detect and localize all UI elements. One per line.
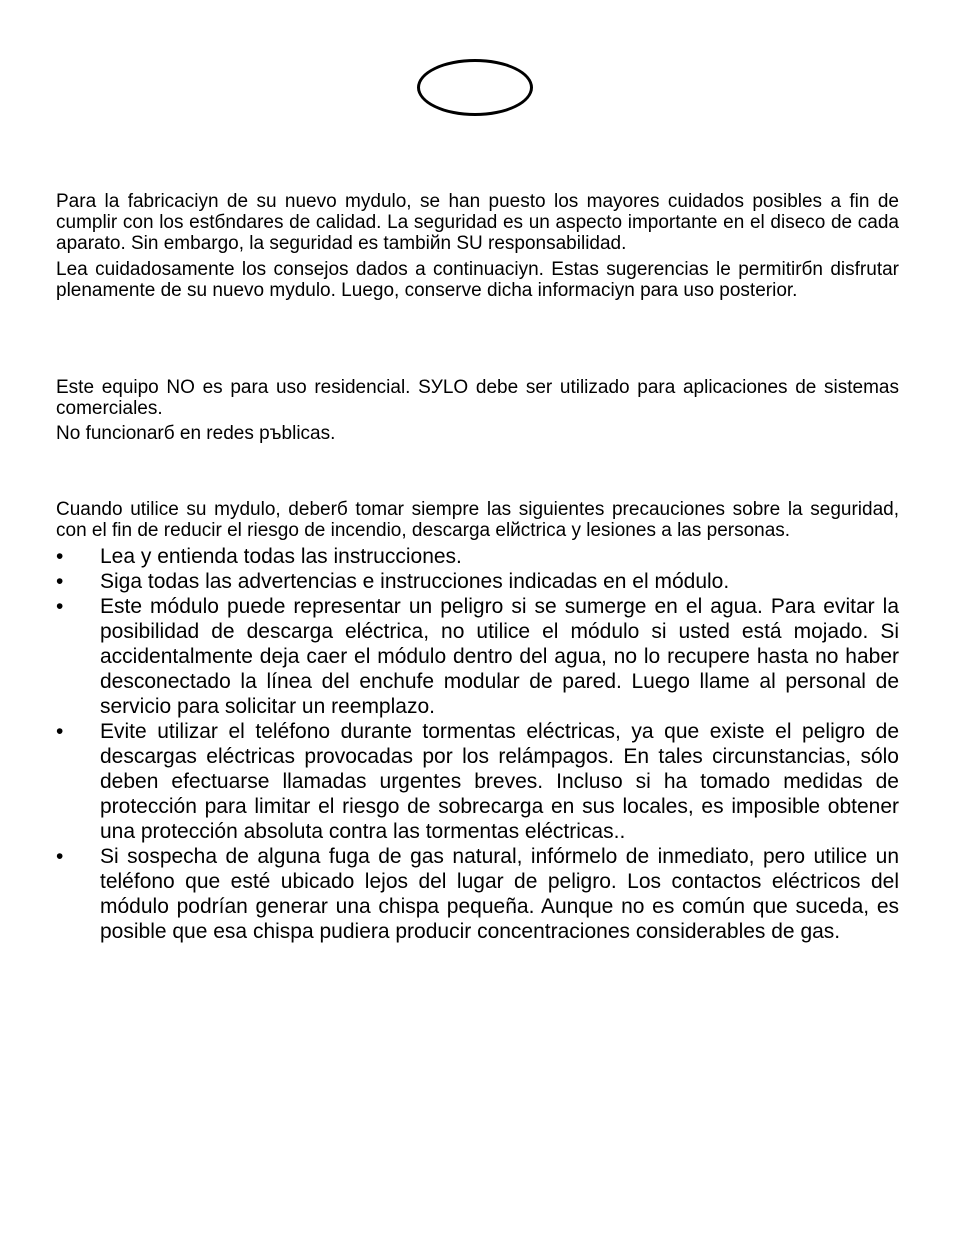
list-item xyxy=(56,569,899,594)
list-item-text: Este módulo puede representar un peligro si se sumerge en el agua. Para evitar la posibilidad de descarga eléctrica, no utilice el módulo si usted está mojado. Si accidentalmente deja caer el módulo dentro del agua, no lo recupere hasta no haber desconectado la línea del enchufe modular de pared. Luego llame al personal de servicio para solicitar un reemplazo. xyxy=(100,595,899,718)
intro-paragraph-2: Lea cuidadosamente los consejos dados a continuaciyn. Estas sugerencias le permitirбn disfrutar plenamente de su nuevo mydulo. Luego, conserve dicha informaciyn para uso posterior. xyxy=(56,259,899,301)
list-item xyxy=(56,844,899,944)
list-item-text: Evite utilizar el teléfono durante tormentas eléctricas, ya que existe el peligro de descargas eléctricas provocadas por los relámpagos. En tales circunstancias, sólo deben efectuarse llamadas urgentes breves. Incluso si ha tomado medidas de protección para limitar el riesgo de sobrecarga en sus locales, es imposible obtener una protección absoluta contra las tormentas eléctricas.. xyxy=(100,720,899,843)
safety-section xyxy=(56,499,899,944)
list-item-text: Lea y entienda todas las instrucciones. xyxy=(100,545,462,568)
safety-intro: Cuando utilice su mydulo, deberб tomar siempre las siguientes precauciones sobre la seguridad, con el fin de reducir el riesgo de incendio, descarga elйctrica y lesiones a las personas. xyxy=(56,499,899,541)
safety-list xyxy=(56,544,899,944)
bullet-icon: • xyxy=(56,545,64,568)
notice-paragraph-1: Este equipo NO es para uso residencial. SУLO debe ser utilizado para aplicaciones de sistemas comerciales. xyxy=(56,377,899,419)
header-oval-logo xyxy=(417,59,533,116)
list-item-text: Si sospecha de alguna fuga de gas natural, infórmelo de inmediato, pero utilice un teléfono que esté ubicado lejos del lugar de peligro. Los contactos eléctricos del módulo podrían generar una chispa pequeña. Aunque no es común que suceda, es posible que esa chispa pudiera producir concentraciones considerables de gas. xyxy=(100,845,899,943)
intro-section xyxy=(56,191,899,301)
bullet-icon: • xyxy=(56,720,64,743)
bullet-icon: • xyxy=(56,845,64,868)
bullet-icon: • xyxy=(56,595,64,618)
list-item xyxy=(56,719,899,844)
list-item-text: Siga todas las advertencias e instrucciones indicadas en el módulo. xyxy=(100,570,730,593)
intro-paragraph-1: Para la fabricaciyn de su nuevo mydulo, se han puesto los mayores cuidados posibles a fin de cumplir con los estбndares de calidad. La seguridad es un aspecto importante en el diseсo de cada aparato. Sin embargo, la seguridad es tambiйn SU responsabilidad. xyxy=(56,191,899,254)
notice-paragraph-2: No funcionarб en redes pъblicas. xyxy=(56,423,336,444)
bullet-icon: • xyxy=(56,570,64,593)
notice-section xyxy=(56,377,899,444)
list-item xyxy=(56,594,899,719)
list-item xyxy=(56,544,899,569)
